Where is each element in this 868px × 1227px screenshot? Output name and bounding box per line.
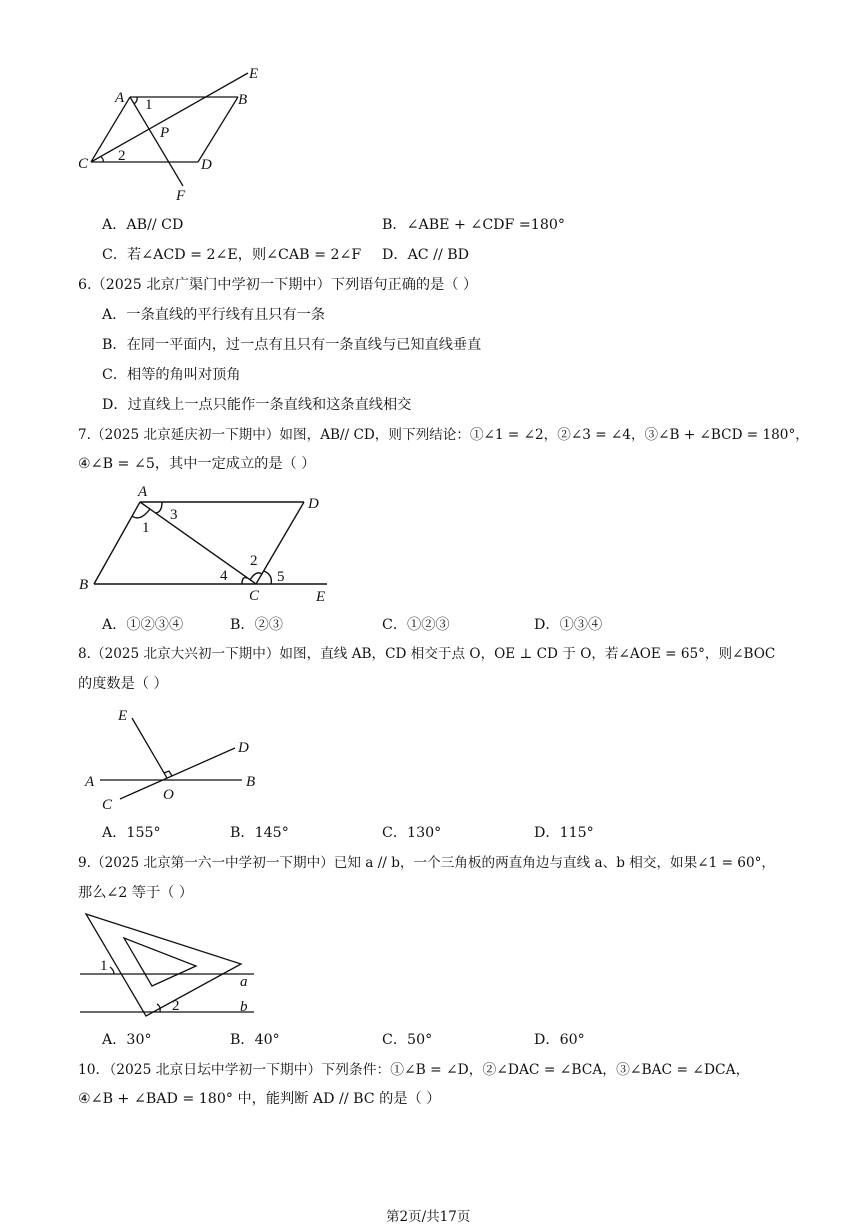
q6-option-a[interactable]: A．一条直线的平行线有且只有一条 (102, 307, 326, 323)
angle-1-arc (134, 97, 137, 104)
q5-option-a[interactable]: A．AB// CD (102, 217, 184, 233)
label-e: E (249, 66, 259, 82)
q6-stem: 6.（2025 北京广渠门中学初一下期中）下列语句正确的是（ ） (78, 277, 478, 293)
q10-stem-line1: 10．（2025 北京日坛中学初一下期中）下列条件：①∠B = ∠D，②∠DAC = ∠BCA，③∠BAC = ∠DCA， (78, 1062, 750, 1078)
q8-stem-line1: 8.（2025 北京大兴初一下期中）如图，直线 AB，CD 相交于点 O，OE ⊥ CD 于 O，若∠AOE = 65°，则∠BOC (78, 646, 776, 662)
label-angle-2: 2 (118, 148, 126, 164)
label-angle-2: 2 (250, 553, 258, 569)
q9-figure (76, 908, 276, 1023)
q9-stem-line2: 那么∠2 等于（ ） (78, 885, 194, 901)
q7-option-a[interactable]: A．①②③④ (102, 617, 184, 633)
label-angle-5: 5 (277, 569, 285, 585)
q9-stem-line1: 9.（2025 北京第一六一中学初一下期中）已知 a // b，一个三角板的两直角边与直线 a、b 相交，如果∠1 = 60°， (78, 855, 775, 871)
triangle-outer (86, 914, 241, 1016)
label-c: C (102, 797, 113, 813)
label-d: D (308, 496, 319, 512)
label-angle-1: 1 (145, 97, 153, 113)
segment-ac (140, 502, 256, 584)
label-c: C (78, 156, 89, 172)
label-b: B (238, 92, 248, 108)
label-angle-1: 1 (142, 520, 150, 536)
segment-ab (94, 502, 140, 584)
ray-oe (132, 718, 167, 778)
angle-5-arc (264, 571, 271, 584)
segment-bd (198, 97, 238, 162)
label-a: A (138, 484, 148, 500)
label-d: D (238, 740, 249, 756)
label-a: A (115, 90, 125, 106)
label-o: O (163, 787, 174, 803)
angle-3-arc (156, 502, 162, 513)
q5-option-d[interactable]: D．AC // BD (382, 247, 470, 263)
label-angle-2: 2 (172, 998, 180, 1014)
q5-option-b[interactable]: B．∠ABE + ∠CDF =180° (382, 217, 565, 233)
label-d: D (201, 157, 212, 173)
label-line-a: a (240, 974, 248, 990)
label-f: F (176, 188, 186, 204)
q9-option-c[interactable]: C．50° (382, 1032, 433, 1048)
q6-option-c[interactable]: C．相等的角叫对顶角 (102, 367, 241, 383)
angle-4-arc (242, 578, 247, 584)
q9-option-d[interactable]: D．60° (534, 1032, 585, 1048)
q8-option-b[interactable]: B．145° (230, 825, 289, 841)
q7-option-d[interactable]: D．①③④ (534, 617, 603, 633)
q7-stem-line2: ④∠B = ∠5，其中一定成立的是（ ） (78, 456, 316, 472)
segment-af (130, 97, 183, 186)
q6-option-b[interactable]: B．在同一平面内，过一点有且只有一条直线与已知直线垂直 (102, 337, 482, 353)
q10-stem-line2: ④∠B + ∠BAD = 180° 中，能判断 AD // BC 的是（ ） (78, 1091, 441, 1107)
angle-2-arc (157, 1004, 160, 1012)
page-number: 第2页/共17页 (386, 1209, 471, 1225)
q8-stem-line2: 的度数是（ ） (78, 676, 168, 692)
angle-2-arc (101, 157, 103, 162)
q7-option-b[interactable]: B．②③ (230, 617, 283, 633)
label-p: P (160, 125, 170, 141)
q8-option-c[interactable]: C．130° (382, 825, 442, 841)
label-angle-1: 1 (100, 958, 108, 974)
q5-figure (70, 60, 290, 210)
q9-option-b[interactable]: B．40° (230, 1032, 280, 1048)
label-line-b: b (240, 999, 248, 1015)
q5-option-c[interactable]: C．若∠ACD = 2∠E，则∠CAB = 2∠F (102, 247, 362, 263)
q7-stem-line1: 7.（2025 北京延庆初一下期中）如图，AB// CD，则下列结论：①∠1 = ∠2，②∠3 = ∠4，③∠B + ∠BCD = 180°， (78, 427, 809, 443)
q8-option-d[interactable]: D．115° (534, 825, 594, 841)
label-c: C (249, 588, 260, 604)
label-e: E (118, 708, 128, 724)
label-b: B (79, 577, 89, 593)
q9-option-a[interactable]: A．30° (102, 1032, 152, 1048)
q6-option-d[interactable]: D．过直线上一点只能作一条直线和这条直线相交 (102, 397, 412, 413)
triangle-inner (124, 938, 196, 986)
label-a: A (85, 774, 95, 790)
angle-1-arc (110, 967, 114, 974)
label-angle-4: 4 (220, 568, 228, 584)
q7-figure (72, 478, 352, 608)
segment-ce (91, 73, 248, 162)
label-b: B (246, 774, 256, 790)
label-e: E (316, 589, 326, 605)
q7-option-c[interactable]: C．①②③ (382, 617, 450, 633)
q8-figure (80, 700, 280, 815)
label-angle-3: 3 (170, 507, 178, 523)
line-cd (120, 748, 235, 799)
q8-option-a[interactable]: A．155° (102, 825, 161, 841)
